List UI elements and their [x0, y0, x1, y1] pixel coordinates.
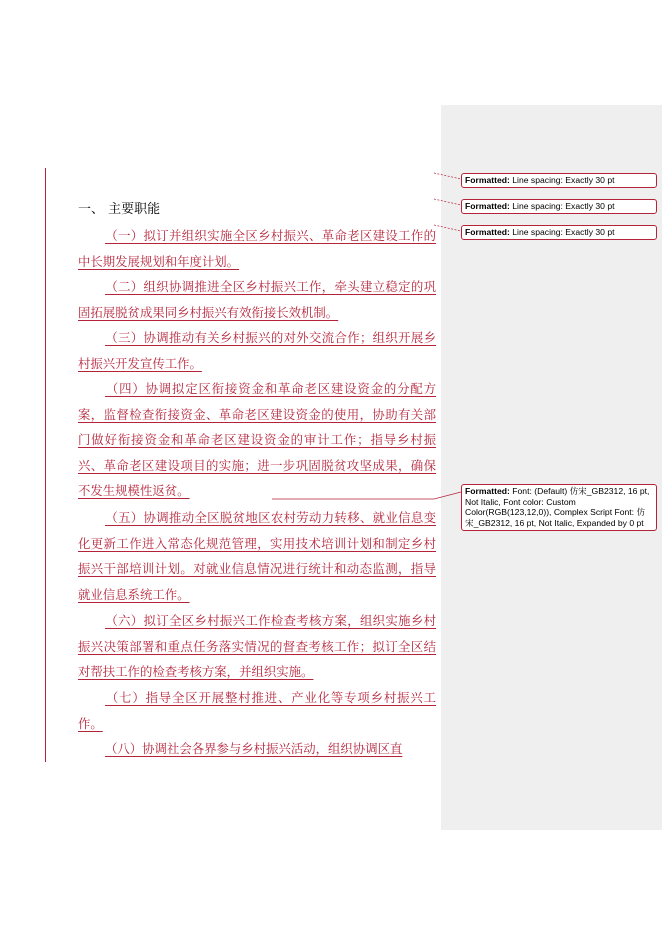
comment-balloon-3[interactable]: Formatted: Line spacing: Exactly 30 pt [461, 225, 657, 240]
comment-balloon-2[interactable]: Formatted: Line spacing: Exactly 30 pt [461, 199, 657, 214]
paragraph-4: （四）协调拟定区衔接资金和革命老区建设资金的分配方案，监督检查衔接资金、革命老区建设资金的使用，协助有关部门做好衔接资金和革命老区建设资金的审计工作；指导乡村振兴、革命老区建设项目的实施；进一步巩固脱贫攻坚成果，确保不发生规模性返贫。 [78, 381, 436, 498]
paragraph-1: （一）拟订并组织实施全区乡村振兴、革命老区建设工作的中长期发展规划和年度计划。 [78, 228, 436, 269]
paragraph-7: （七）指导全区开展整村推进、产业化等专项乡村振兴工作。 [78, 690, 436, 731]
paragraph-3: （三）协调推动有关乡村振兴的对外交流合作；组织开展乡村振兴开发宣传工作。 [78, 330, 436, 371]
paragraph-6: （六）拟订全区乡村振兴工作检查考核方案，组织实施乡村振兴决策部署和重点任务落实情况的督查考核工作；拟订全区结对帮扶工作的检查考核方案，并组织实施。 [78, 613, 436, 679]
markup-margin-pane [441, 105, 662, 830]
paragraph-5: （五）协调推动全区脱贫地区农村劳动力转移、就业信息变化更新工作进入常态化规范管理，实用技术培训计划和制定乡村振兴干部培训计划。对就业信息情况进行统计和动态监测，指导就业信息系统工作。 [78, 510, 436, 602]
comment-balloon-1[interactable]: Formatted: Line spacing: Exactly 30 pt [461, 173, 657, 188]
paragraph-8: （八）协调社会各界参与乡村振兴活动，组织协调区直 [105, 741, 403, 756]
section-heading: 一、 主要职能 [78, 202, 161, 217]
comment-balloon-4[interactable]: Formatted: Font: (Default) 仿宋_GB2312, 16 pt, Not Italic, Font color: Custom Color(RGB(123,12,0)), Complex Script Font: 仿宋_GB2312, 16 pt, Not Italic, Expanded by 0 pt [461, 484, 657, 531]
change-bar [45, 168, 46, 762]
paragraph-2: （二）组织协调推进全区乡村振兴工作，牵头建立稳定的巩固拓展脱贫成果同乡村振兴有效衔接长效机制。 [78, 279, 436, 320]
